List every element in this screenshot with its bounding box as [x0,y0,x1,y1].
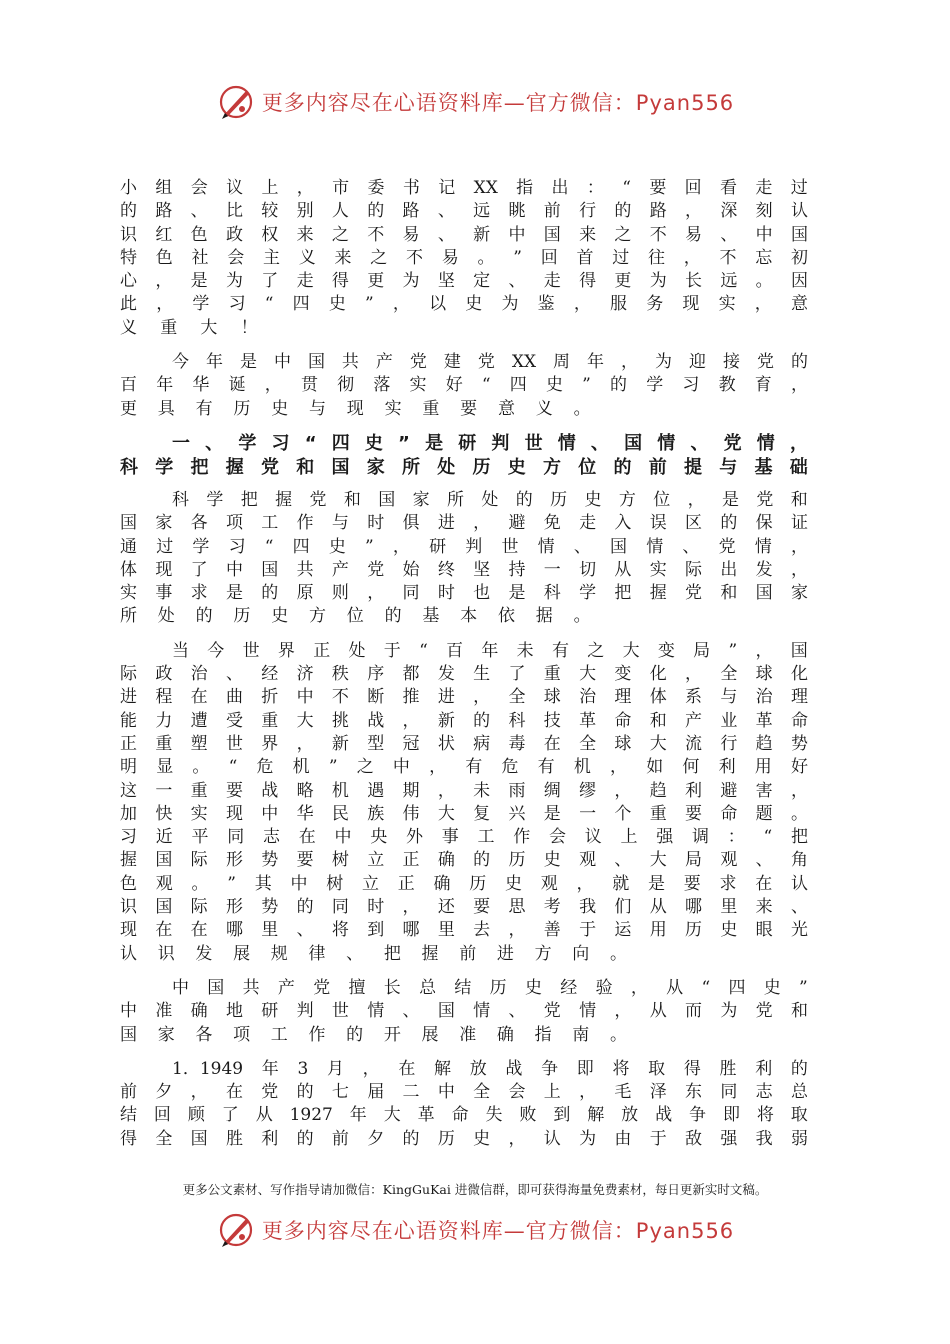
paragraph [120,1058,808,1151]
text-line: 心 ， 是 为 了 走 得 更 为 坚 定 、 走 得 更 为 长 远 。 因 [120,271,808,292]
text-line: 通 过 学 习 “ 四 史 ” ， 研 判 世 情 、 国 情 、 党 情 ， [120,536,808,557]
text-line: 能 力 遭 受 重 大 挑 战 ， 新 的 科 技 革 命 和 产 业 革 命 [120,710,808,731]
document-body [120,177,808,1162]
footer-note: 更多公文素材、写作指导请加微信：KingGuKai 进微信群，即可获得海量免费素材，每日更新实时文稿。 [182,1182,768,1197]
paragraph [120,351,808,421]
section-heading [120,432,808,480]
text-line: 小 组 会 议 上 ， 市 委 书 记 XX 指 出 ： “ 要 回 看 走 过 [120,178,808,198]
text-line: 特 色 社 会 主 义 来 之 不 易 。 ” 回 首 过 往 ， 不 忘 初 [120,247,808,268]
text-line: 得 全 国 胜 利 的 前 夕 的 历 史 ， 认 为 由 于 敌 强 我 弱 [120,1128,808,1149]
text-line: 今 年 是 中 国 共 产 党 建 党 XX 周 年 ， 为 迎 接 党 的 [172,352,808,373]
text-line: 握 国 际 形 势 要 树 立 正 确 的 历 史 观 、 大 局 观 、 角 [120,850,808,871]
text-line: 科 学 把 握 党 和 国 家 所 处 的 历 史 方 位 ， 是 党 和 [172,489,808,510]
text-line: 际 政 治 、 经 济 秩 序 都 发 生 了 重 大 变 化 ， 全 球 化 [120,664,808,685]
text-line: 识 红 色 政 权 来 之 不 易 、 新 中 国 来 之 不 易 、 中 国 [120,224,808,245]
text-line: 体 现 了 中 国 共 产 党 始 终 坚 持 一 切 从 实 际 出 发 ， [120,559,808,580]
text-line: 1．1949 年 3 月 ， 在 解 放 战 争 即 将 取 得 胜 利 的 [172,1058,808,1079]
header-banner [0,80,950,124]
text-line: 前 夕 ， 在 党 的 七 届 二 中 全 会 上 ， 毛 泽 东 同 志 总 [120,1082,808,1103]
text-line: 现 在 在 哪 里 、 将 到 哪 里 去 ， 善 于 运 用 历 史 眼 光 [120,920,808,941]
paragraph [120,177,808,340]
text-line: 中 国 共 产 党 擅 长 总 结 历 史 经 验 ， 从 “ 四 史 ” [172,977,808,998]
text-line: 国 家 各 项 工 作 的 开 展 准 确 指 南 。 [120,1024,627,1045]
text-line: 正 重 塑 世 界 ， 新 型 冠 状 病 毒 在 全 球 大 流 行 趋 势 [120,733,808,754]
pen-logo-icon [216,82,256,122]
text-line: 所 处 的 历 史 方 位 的 基 本 依 据 。 [120,606,591,627]
text-line: 色 观 。 ” 其 中 树 立 正 确 历 史 观 ， 就 是 要 求 在 认 [120,873,808,894]
text-line: 加 快 实 现 中 华 民 族 伟 大 复 兴 是 一 个 重 要 命 题 。 [120,803,808,824]
paragraph [120,977,808,1047]
text-line: 当 今 世 界 正 处 于 “ 百 年 未 有 之 大 变 局 ” ， 国 [172,640,808,661]
text-line: 进 程 在 曲 折 中 不 断 推 进 ， 全 球 治 理 体 系 与 治 理 [120,687,808,708]
pen-logo-icon [216,1210,256,1250]
header-banner-text: 更多内容尽在心语资料库—官方微信：Pyan556 [261,91,735,115]
text-line: 习 近 平 同 志 在 中 央 外 事 工 作 会 议 上 强 调 ： “ 把 [120,827,808,848]
text-line: 结 回 顾 了 从 1927 年 大 革 命 失 败 到 解 放 战 争 即 将 取 [120,1105,808,1126]
footer-banner [0,1208,950,1252]
text-line: 科 学 把 握 党 和 国 家 所 处 历 史 方 位 的 前 提 与 基 础 [120,456,808,478]
text-line: 更 具 有 历 史 与 现 实 重 要 意 义 。 [120,398,591,419]
text-line: 实 事 求 是 的 原 则 ， 同 时 也 是 科 学 把 握 党 和 国 家 [120,583,808,604]
text-line: 认 识 发 展 规 律 、 把 握 前 进 方 向 。 [120,943,627,964]
text-line: 此 ， 学 习 “ 四 史 ” ， 以 史 为 鉴 ， 服 务 现 实 ， 意 [120,294,808,315]
text-line: 义 重 大 ！ [120,317,258,338]
text-line: 百 年 华 诞 ， 贯 彻 落 实 好 “ 四 史 ” 的 学 习 教 育 ， [120,375,808,396]
text-line: 这 一 重 要 战 略 机 遇 期 ， 未 雨 绸 缪 ， 趋 利 避 害 ， [120,780,808,801]
text-line: 一 、 学 习 “ 四 史 ” 是 研 判 世 情 、 国 情 、 党 情 ， [172,432,808,454]
text-line: 识 国 际 形 势 的 同 时 ， 还 要 思 考 我 们 从 哪 里 来 、 [120,897,808,918]
text-line: 国 家 各 项 工 作 与 时 俱 进 ， 避 免 走 入 误 区 的 保 证 [120,513,808,534]
paragraph [120,640,808,966]
footer-banner-text: 更多内容尽在心语资料库—官方微信：Pyan556 [261,1219,735,1243]
text-line: 的 路 、 比 较 别 人 的 路 、 远 眺 前 行 的 路 ， 深 刻 认 [120,201,808,222]
paragraph [120,489,808,629]
text-line: 明 显 。 “ 危 机 ” 之 中 ， 有 危 有 机 ， 如 何 利 用 好 [120,757,808,778]
text-line: 中 准 确 地 研 判 世 情 、 国 情 、 党 情 ， 从 而 为 党 和 [120,1001,808,1022]
